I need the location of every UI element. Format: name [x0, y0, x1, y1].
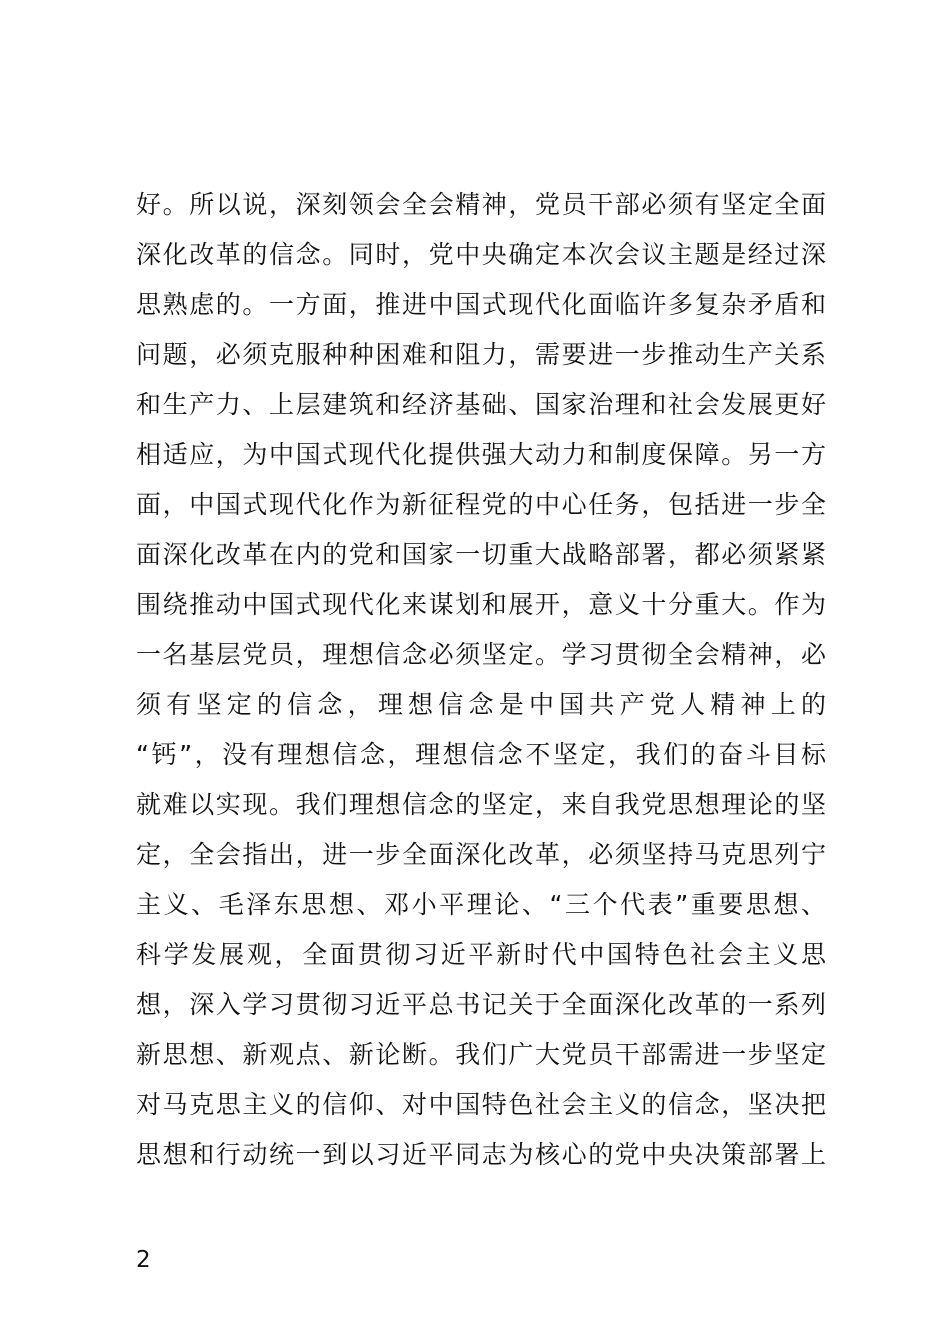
- page-number: 2: [136, 1247, 151, 1273]
- body-paragraph: [136, 180, 826, 1180]
- text-line-2: 深化改革的信念。同时，党中央确定本次会议主题是经过深: [136, 240, 826, 269]
- text-line-11: 须有坚定的信念，理想信念是中国共产党人精神上的: [136, 690, 826, 719]
- text-line-18: 新思想、新观点、新论断。我们广大党员干部需进一步坚定: [136, 1040, 826, 1069]
- text-line-20: 思想和行动统一到以习近平同志为核心的党中央决策部署上: [136, 1140, 826, 1169]
- text-line-8: 面深化改革在内的党和国家一切重大战略部署，都必须紧紧: [136, 540, 826, 569]
- text-line-1: 好。所以说，深刻领会全会精神，党员干部必须有坚定全面: [136, 190, 826, 219]
- text-line-7: 面，中国式现代化作为新征程党的中心任务，包括进一步全: [136, 490, 826, 519]
- text-line-14: 定，全会指出，进一步全面深化改革，必须坚持马克思列宁: [136, 840, 826, 869]
- text-line-12: “钙”，没有理想信念，理想信念不坚定，我们的奋斗目标: [136, 740, 826, 769]
- text-line-19: 对马克思主义的信仰、对中国特色社会主义的信念，坚决把: [136, 1090, 826, 1119]
- text-line-13: 就难以实现。我们理想信念的坚定，来自我党思想理论的坚: [136, 790, 826, 819]
- text-line-5: 和生产力、上层建筑和经济基础、国家治理和社会发展更好: [136, 390, 826, 419]
- text-line-17: 想，深入学习贯彻习近平总书记关于全面深化改革的一系列: [136, 990, 826, 1019]
- text-line-10: 一名基层党员，理想信念必须坚定。学习贯彻全会精神，必: [136, 640, 826, 669]
- text-line-4: 问题，必须克服种种困难和阻力，需要进一步推动生产关系: [136, 340, 826, 369]
- text-line-16: 科学发展观，全面贯彻习近平新时代中国特色社会主义思: [136, 940, 826, 969]
- text-line-6: 相适应，为中国式现代化提供强大动力和制度保障。另一方: [136, 440, 826, 469]
- text-line-3: 思熟虑的。一方面，推进中国式现代化面临许多复杂矛盾和: [136, 290, 826, 319]
- text-line-9: 围绕推动中国式现代化来谋划和展开，意义十分重大。作为: [136, 590, 826, 619]
- text-line-15: 主义、毛泽东思想、邓小平理论、“三个代表”重要思想、: [136, 890, 826, 919]
